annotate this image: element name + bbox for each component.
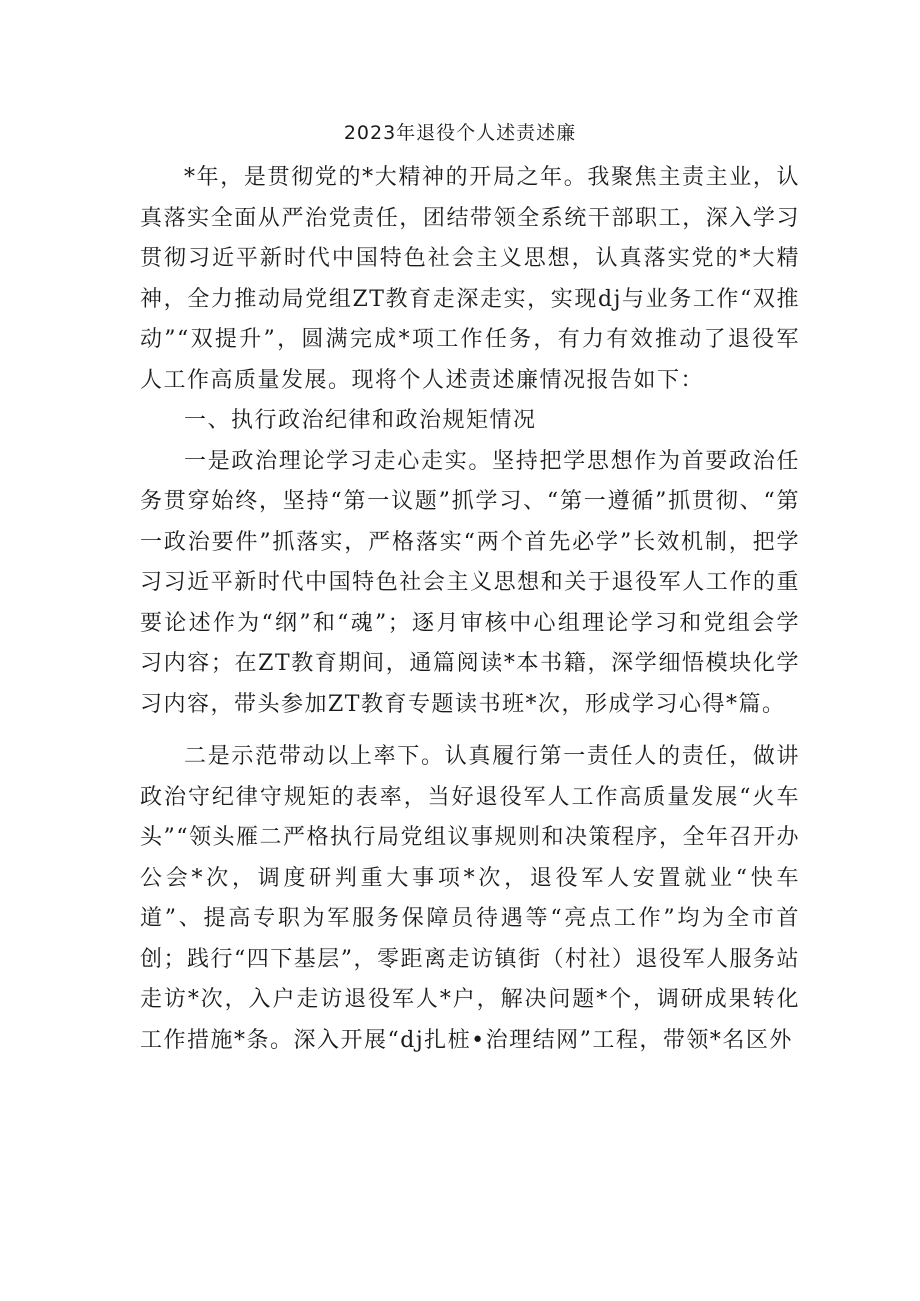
paragraph-theory-study: 一是政治理论学习走心走实。坚持把学思想作为首要政治任务贯穿始终，坚持“第一议题”抓学习、“第一遵循”抓贯彻、“第一政治要件”抓落实，严格落实“两个首先必学”长效机制，把学习习近平新时代中国特色社会主义思想和关于退役军人工作的重要论述作为“纲”和“魂”；逐月审核中心组理论学习和党组会学习内容；在ZT教育期间，通篇阅读*本书籍，深学细悟模块化学习内容，带头参加ZT教育专题读书班*次，形成学习心得*篇。: [140, 448, 800, 717]
paragraph-leading-by-example: 二是示范带动以上率下。认真履行第一责任人的责任，做讲政治守纪律守规矩的表率，当好退役军人工作高质量发展“火车头”“领头雁二严格执行局党组议事规则和决策程序，全年召开办公会*次，调度研判重大事项*次，退役军人安置就业“快车道”、提高专职为军服务保障员待遇等“亮点工作”均为全市首创；践行“四下基层”，零距离走访镇街（村社）退役军人服务站走访*次，入户走访退役军人*户，解决问题*个，调研成果转化工作措施*条。深入开展“dj扎桩•治理结网”工程，带领*名区外: [140, 744, 800, 1053]
document-body: [140, 158, 800, 1061]
document-title: 2023年退役个人述责述廉: [343, 122, 577, 144]
section-heading-1: 一、执行政治纪律和政治规矩情况: [184, 408, 537, 433]
paragraph-intro: *年，是贯彻党的*大精神的开局之年。我聚焦主责主业，认真落实全面从严治党责任，团结带领全系统干部职工，深入学习贯彻习近平新时代中国特色社会主义思想，认真落实党的*大精神，全力推动局党组ZT教育走深走实，实现dj与业务工作“双推动”“双提升”，圆满完成*项工作任务，有力有效推动了退役军人工作高质量发展。现将个人述责述廉情况报告如下：: [140, 165, 800, 393]
